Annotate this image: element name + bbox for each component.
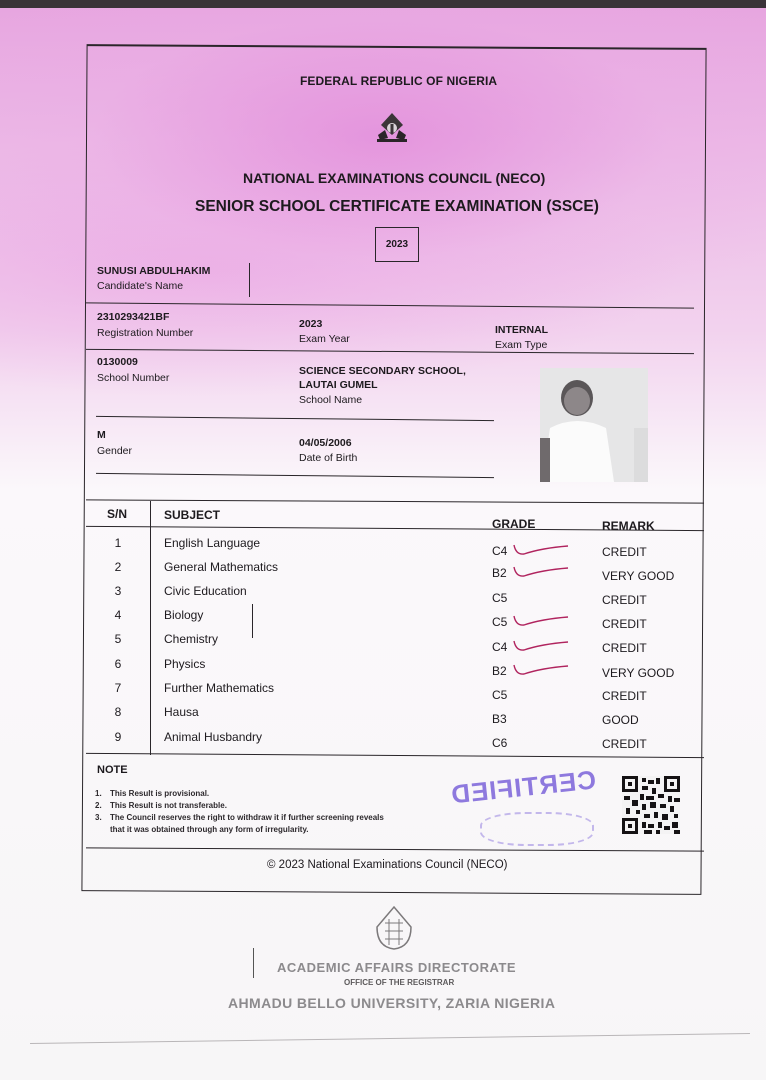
- exam-title: SENIOR SCHOOL CERTIFICATE EXAMINATION (SSCE): [195, 198, 599, 215]
- header-sn: S/N: [107, 507, 128, 521]
- row-sn: 1: [114, 536, 122, 550]
- directorate-name: ACADEMIC AFFAIRS DIRECTORATE: [277, 960, 517, 975]
- row-sn: 3: [114, 584, 122, 598]
- exam-type: INTERNAL: [495, 324, 549, 336]
- university-crest-icon: [371, 905, 417, 951]
- row-grade: B2: [492, 664, 507, 678]
- note-text: This Result is provisional.: [110, 789, 210, 798]
- row-subject: Animal Husbandry: [164, 730, 263, 744]
- row-subject: Biology: [164, 608, 204, 622]
- result-slip: [0, 8, 766, 1080]
- row-sn: 2: [114, 560, 122, 574]
- coat-of-arms-icon: [372, 111, 412, 145]
- note-number: 3.: [95, 813, 102, 822]
- date-of-birth: 04/05/2006: [299, 437, 352, 449]
- row-remark: CREDIT: [602, 593, 647, 607]
- table-column-divider: [150, 501, 151, 755]
- row-grade: C5: [492, 688, 508, 702]
- registrar-office: OFFICE OF THE REGISTRAR: [344, 978, 455, 987]
- tick-mark-icon: [512, 638, 570, 654]
- stamp-text: CERTIFIED: [448, 764, 598, 810]
- divider: [253, 948, 254, 978]
- school-name-label: School Name: [299, 394, 363, 406]
- row-grade: C5: [492, 591, 508, 605]
- candidate-photo: [540, 368, 648, 482]
- header-remark: REMARK: [602, 519, 655, 533]
- note-text: The Council reserves the right to withdraw it if further screening reveals: [110, 813, 384, 822]
- gender: M: [97, 429, 106, 441]
- candidate-name-label: Candidate's Name: [97, 280, 184, 292]
- row-sn: 7: [114, 681, 122, 695]
- row-grade: B2: [492, 566, 507, 580]
- tick-mark-icon: [512, 613, 570, 629]
- registration-number: 2310293421BF: [97, 311, 170, 323]
- row-subject: Chemistry: [164, 632, 219, 646]
- row-sn: 9: [114, 730, 122, 744]
- row-remark: VERY GOOD: [602, 666, 675, 680]
- header-subject: SUBJECT: [164, 508, 221, 522]
- exam-year-label: Exam Year: [299, 333, 350, 345]
- exam-year: 2023: [299, 318, 323, 330]
- row-sn: 5: [114, 632, 122, 646]
- note-text: that it was obtained through any form of irregularity.: [110, 825, 309, 834]
- row-subject: Physics: [164, 657, 206, 671]
- school-name-line1: SCIENCE SECONDARY SCHOOL,: [299, 365, 466, 377]
- pen-mark: [252, 604, 253, 638]
- tick-mark-icon: [512, 662, 570, 678]
- header-grade: GRADE: [492, 517, 536, 531]
- row-remark: CREDIT: [602, 545, 647, 559]
- school-number: 0130009: [97, 356, 138, 368]
- person-photo-icon: [540, 368, 648, 482]
- candidate-name: SUNUSI ABDULHAKIM: [97, 265, 211, 277]
- row-sn: 6: [114, 657, 122, 671]
- row-subject: Further Mathematics: [164, 681, 275, 695]
- council-title: NATIONAL EXAMINATIONS COUNCIL (NECO): [243, 170, 546, 186]
- row-remark: VERY GOOD: [602, 569, 675, 583]
- note-number: 2.: [95, 801, 102, 810]
- copyright: © 2023 National Examinations Council (NECO): [267, 859, 508, 871]
- exam-type-label: Exam Type: [495, 339, 548, 351]
- row-subject: Civic Education: [164, 584, 247, 598]
- row-remark: CREDIT: [602, 737, 647, 751]
- country-title: FEDERAL REPUBLIC OF NIGERIA: [300, 74, 498, 88]
- university-name: AHMADU BELLO UNIVERSITY, ZARIA NIGERIA: [228, 995, 556, 1011]
- school-number-label: School Number: [97, 372, 170, 384]
- gender-label: Gender: [97, 445, 133, 457]
- row-subject: General Mathematics: [164, 560, 279, 574]
- registration-number-label: Registration Number: [97, 327, 194, 339]
- note-number: 1.: [95, 789, 102, 798]
- row-sn: 4: [114, 608, 122, 622]
- year-badge: 2023: [375, 227, 419, 262]
- date-of-birth-label: Date of Birth: [299, 452, 358, 464]
- divider: [249, 263, 250, 297]
- tick-mark-icon: [512, 564, 570, 580]
- fold-line: [30, 1033, 750, 1044]
- row-grade: C4: [492, 544, 508, 558]
- row-grade: C5: [492, 615, 508, 629]
- stamp-ring: [480, 812, 594, 846]
- row-grade: B3: [492, 712, 507, 726]
- row-grade: C6: [492, 736, 508, 750]
- row-remark: CREDIT: [602, 689, 647, 703]
- row-grade: C4: [492, 640, 508, 654]
- note-heading: NOTE: [97, 764, 128, 776]
- row-remark: CREDIT: [602, 617, 647, 631]
- row-remark: GOOD: [602, 713, 639, 727]
- tick-mark-icon: [512, 542, 570, 558]
- school-name-line2: LAUTAI GUMEL: [299, 379, 378, 391]
- row-remark: CREDIT: [602, 641, 647, 655]
- row-subject: English Language: [164, 536, 261, 550]
- note-text: This Result is not transferable.: [110, 801, 227, 810]
- row-subject: Hausa: [164, 705, 199, 719]
- qr-code-icon: [622, 776, 680, 834]
- row-sn: 8: [114, 705, 122, 719]
- certified-stamp: [440, 764, 610, 848]
